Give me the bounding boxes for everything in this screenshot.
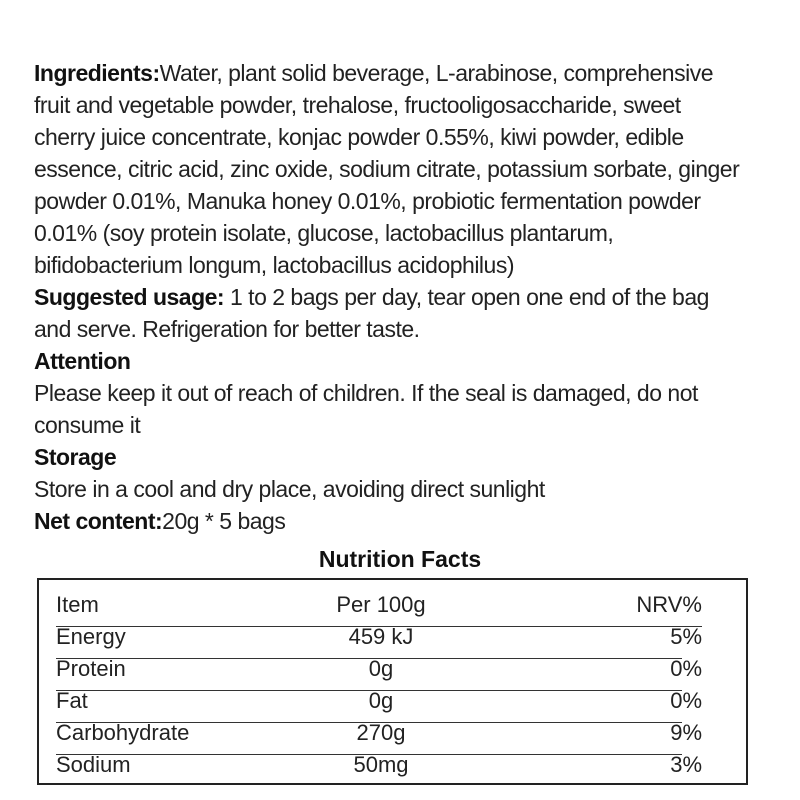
label-text-block bbox=[34, 57, 800, 537]
usage-text: 1 to 2 bags per day, tear open one end of the bag bbox=[224, 284, 709, 310]
ingredients-text: 0.01% (soy protein isolate, glucose, lactobacillus plantarum, bbox=[34, 220, 614, 246]
nutrition-row bbox=[56, 688, 702, 716]
nutrition-row bbox=[56, 656, 702, 684]
usage-text: and serve. Refrigeration for better taste. bbox=[34, 316, 420, 342]
header-nrv: NRV% bbox=[636, 592, 702, 617]
row-per-100g: 0g bbox=[368, 688, 394, 713]
storage-text: Store in a cool and dry place, avoiding direct sunlight bbox=[34, 476, 545, 502]
net-content-value: 20g * 5 bags bbox=[162, 508, 286, 534]
row-item: Fat bbox=[56, 688, 88, 713]
net-content-label: Net content: bbox=[34, 508, 163, 534]
net-content-line bbox=[34, 505, 800, 537]
usage-label: Suggested usage: bbox=[34, 284, 225, 310]
nutrition-row bbox=[56, 624, 702, 652]
usage-line bbox=[34, 281, 800, 313]
nutrition-row bbox=[56, 720, 702, 748]
nutrition-facts-table bbox=[37, 578, 748, 785]
header-per-100g: Per 100g bbox=[336, 592, 426, 617]
row-nrv: 0% bbox=[670, 688, 702, 713]
row-item: Sodium bbox=[56, 752, 131, 777]
row-per-100g: 50mg bbox=[353, 752, 409, 777]
ingredients-text: powder 0.01%, Manuka honey 0.01%, probiotic fermentation powder bbox=[34, 188, 701, 214]
row-nrv: 5% bbox=[670, 624, 702, 649]
nutrition-facts-title: Nutrition Facts bbox=[318, 546, 482, 572]
row-item: Energy bbox=[56, 624, 126, 649]
ingredients-text: fruit and vegetable powder, trehalose, fructooligosaccharide, sweet bbox=[34, 92, 681, 118]
row-per-100g: 270g bbox=[356, 720, 406, 745]
row-item: Protein bbox=[56, 656, 126, 681]
attention-heading: Attention bbox=[34, 348, 131, 374]
ingredients-text: Water, plant solid beverage, L-arabinose, comprehensive bbox=[159, 60, 713, 86]
ingredients-text: cherry juice concentrate, konjac powder 0.55%, kiwi powder, edible bbox=[34, 124, 684, 150]
row-per-100g: 0g bbox=[368, 656, 394, 681]
row-nrv: 3% bbox=[670, 752, 702, 777]
ingredients-line bbox=[34, 57, 800, 89]
storage-heading: Storage bbox=[34, 444, 117, 470]
ingredients-label: Ingredients: bbox=[34, 60, 160, 86]
row-nrv: 0% bbox=[670, 656, 702, 681]
header-item: Item bbox=[56, 592, 99, 617]
ingredients-text: bifidobacterium longum, lactobacillus acidophilus) bbox=[34, 252, 514, 278]
attention-text: consume it bbox=[34, 412, 141, 438]
row-per-100g: 459 kJ bbox=[348, 624, 414, 649]
ingredients-text: essence, citric acid, zinc oxide, sodium citrate, potassium sorbate, ginger bbox=[34, 156, 740, 182]
nutrition-row bbox=[56, 752, 702, 780]
nutrition-header-row bbox=[56, 592, 702, 620]
row-item: Carbohydrate bbox=[56, 720, 190, 745]
attention-text: Please keep it out of reach of children. If the seal is damaged, do not bbox=[34, 380, 698, 406]
row-nrv: 9% bbox=[670, 720, 702, 745]
